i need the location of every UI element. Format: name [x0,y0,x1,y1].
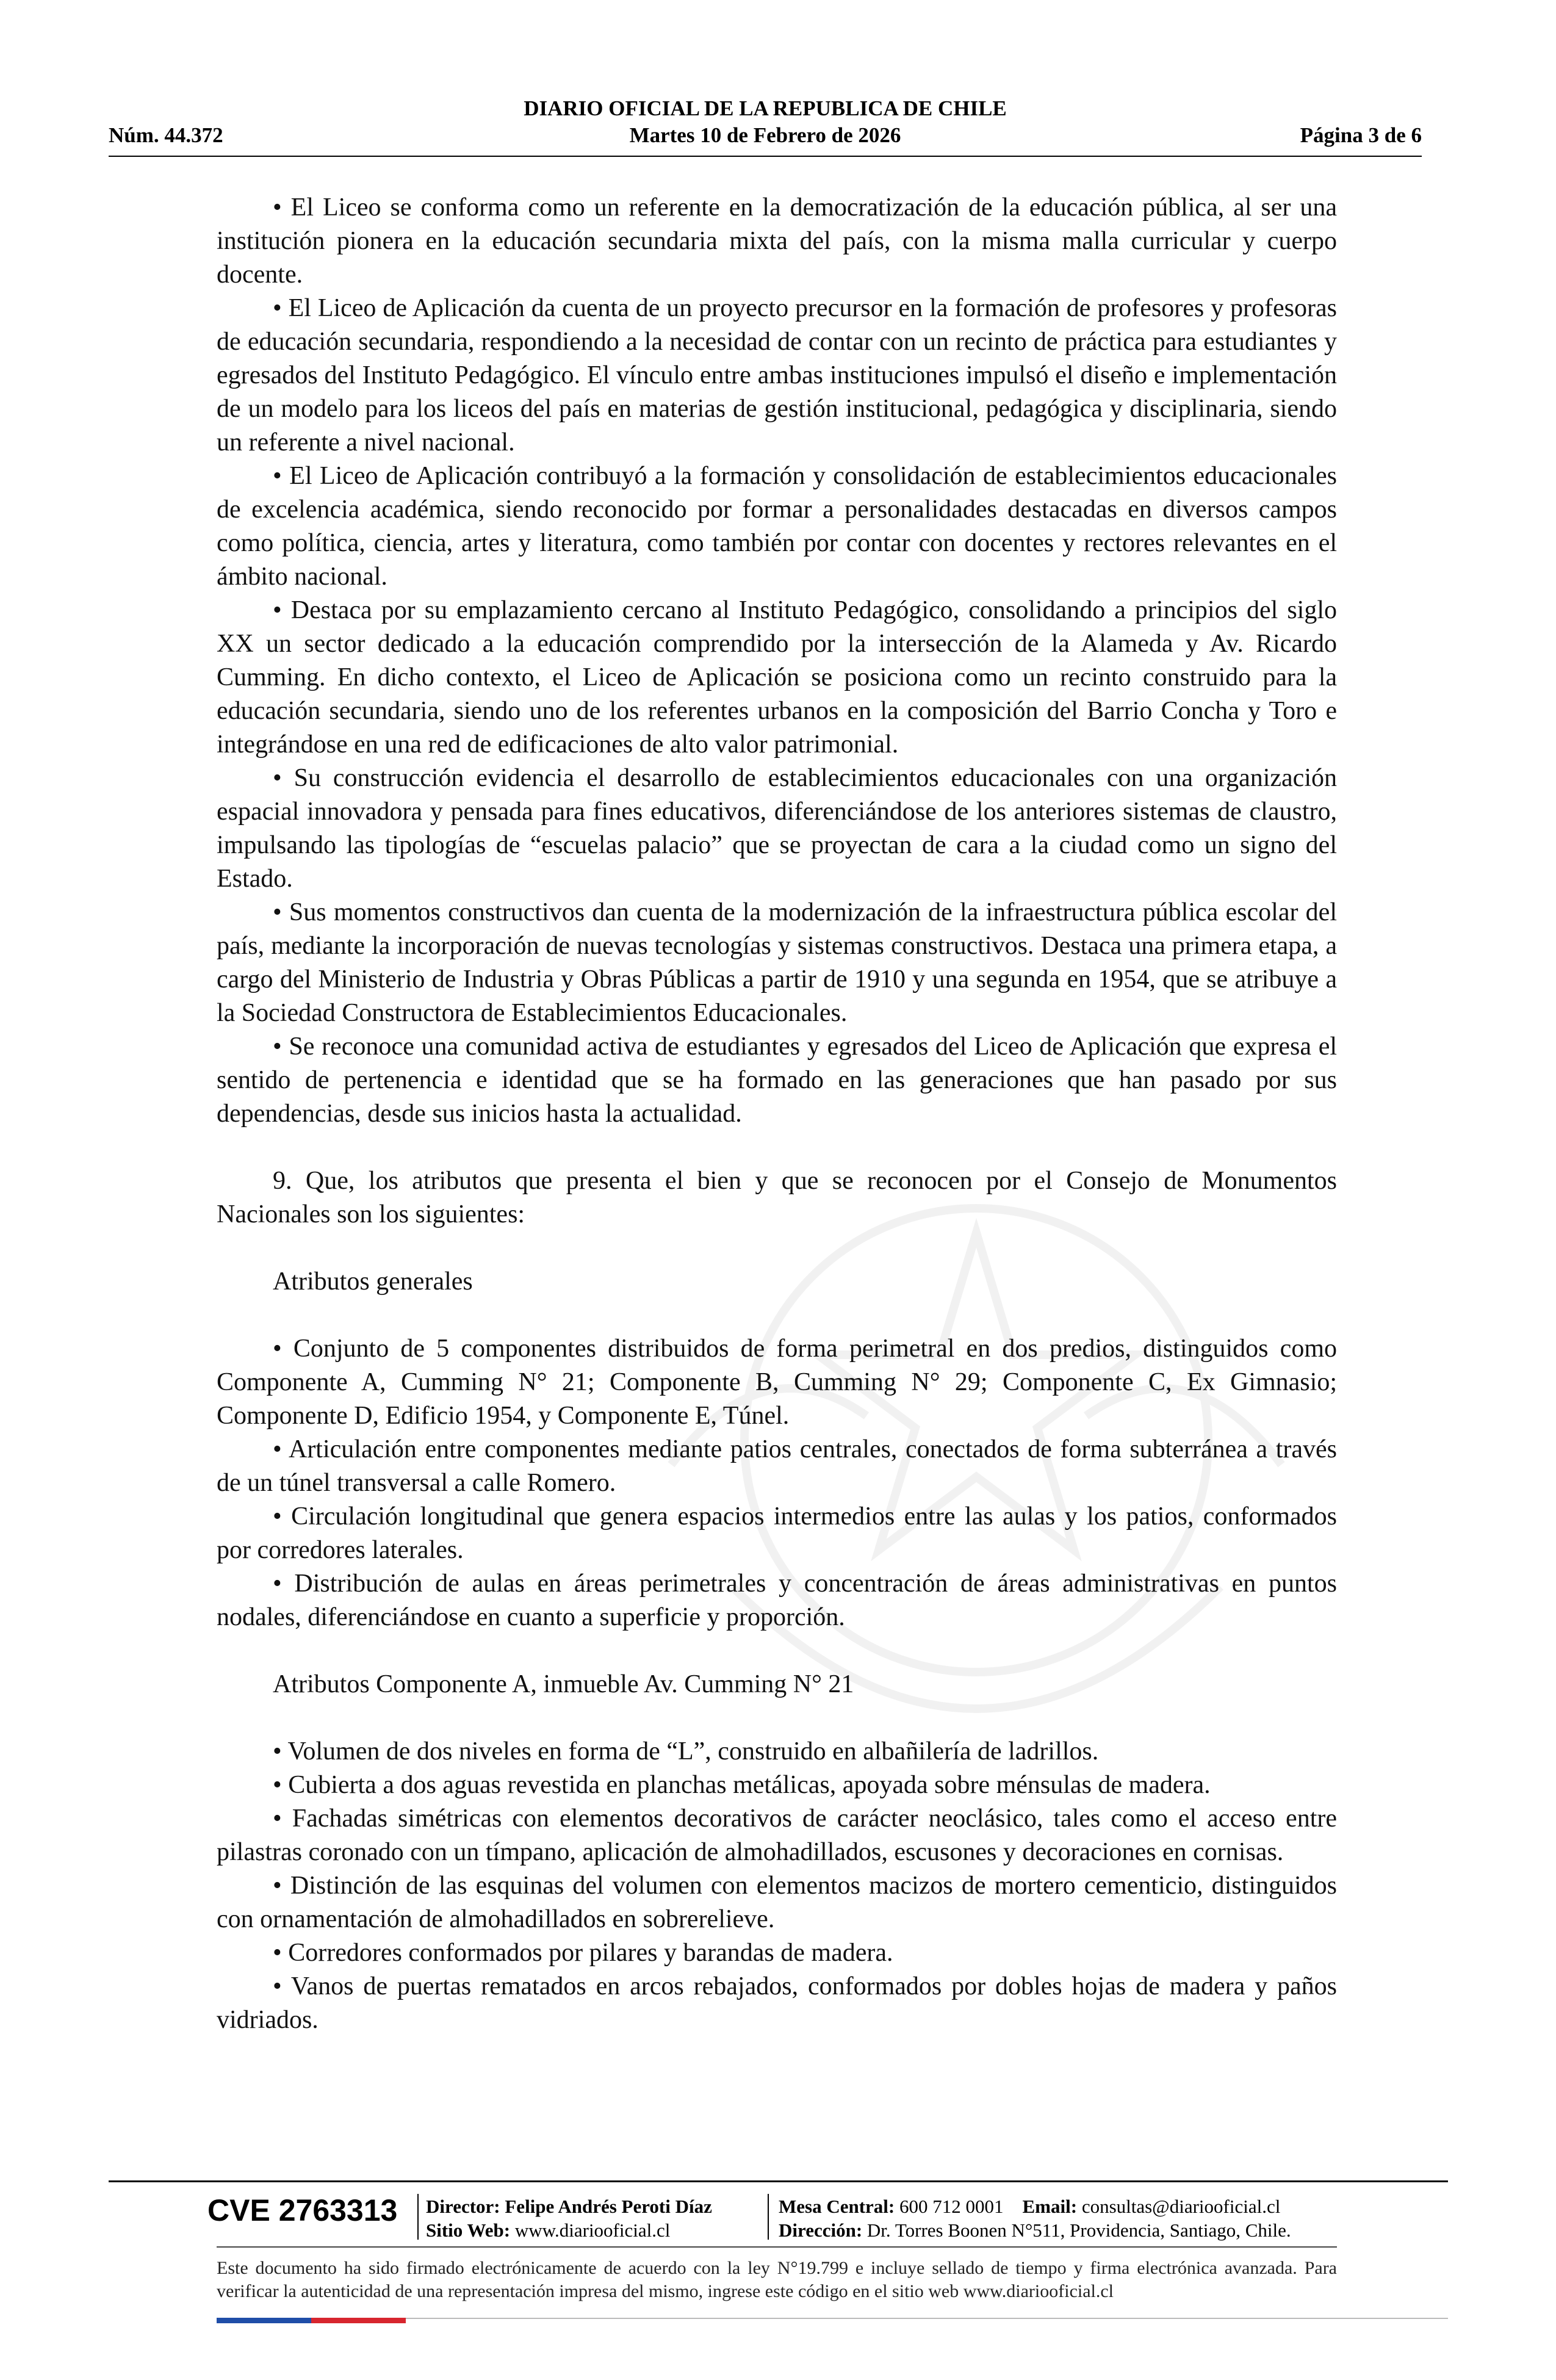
paragraph: • Articulación entre componentes mediante patios centrales, conectados de forma subterránea a través de un túnel transversal a calle Romero. [217,1435,1337,1497]
footer-contact-block [779,2194,1291,2242]
paragraph: • Vanos de puertas rematados en arcos rebajados, conformados por dobles hojas de madera y paños vidriados. [217,1972,1337,2034]
mesa-label: Mesa Central: [779,2196,895,2217]
gazette-title: DIARIO OFICIAL DE LA REPUBLICA DE CHILE [524,96,1007,120]
footer-divider [217,2246,1337,2248]
mesa-phone: 600 712 0001 [899,2196,1004,2217]
web-link[interactable]: www.diariooficial.cl [514,2220,671,2241]
paragraph: • Sus momentos constructivos dan cuenta de la modernización de la infraestructura pública escolar del país, mediante la incorporación de nuevas tecnologías y sistemas constructivos. Destaca una primera etapa, a cargo del Ministerio de Industria y Obras Públicas a partir de 1910 y una segunda en 1954, que se atribuye a la Sociedad Constructora de Establecimientos Educacionales. [217,898,1337,1027]
cve-code: CVE 2763313 [207,2193,398,2227]
paragraph: • Destaca por su emplazamiento cercano al Instituto Pedagógico, consolidando a principios del siglo XX un sector dedicado a la educación comprendido por la intersección de la Alameda y Av. Ricardo Cumming. En dicho contexto, el Liceo de Aplicación se posiciona como un recinto construido para la educación secundaria, siendo uno de los referentes urbanos en la composición del Barrio Concha y Toro e integrándose en una red de edificaciones de alto valor patrimonial. [217,596,1337,759]
footer-bottom-rule [406,2318,1448,2319]
paragraph: • Cubierta a dos aguas revestida en planchas metálicas, apoyada sobre ménsulas de madera. [273,1771,1211,1799]
page-header [109,92,1422,162]
footer-separator [417,2194,419,2240]
flag-blue-stripe [217,2318,311,2323]
document-body [217,191,1337,2037]
paragraph: • Distribución de aulas en áreas perimetrales y concentración de áreas administrativas en puntos nodales, diferenciándose en cuanto a superficie y proporción. [217,1570,1337,1631]
paragraph: • Se reconoce una comunidad activa de estudiantes y egresados del Liceo de Aplicación que expresa el sentido de pertenencia e identidad que se ha formado en las generaciones que han pasado por sus dependencias, desde sus inicios hasta la actualidad. [217,1033,1337,1128]
flag-stripe-icon [217,2315,406,2321]
flag-red-stripe [311,2318,406,2323]
issue-date: Martes 10 de Febrero de 2026 [629,123,901,147]
address-label: Dirección: [779,2220,863,2241]
section-heading: Atributos generales [273,1268,473,1296]
paragraph: • Volumen de dos niveles en forma de “L”, construido en albañilería de ladrillos. [273,1737,1099,1765]
director-name: Felipe Andrés Peroti Díaz [505,2196,712,2217]
paragraph: • Conjunto de 5 componentes distribuidos de forma perimetral en dos predios, distinguidos como Componente A, Cumming N° 21; Componente B, Cumming N° 29; Componente C, Ex Gimnasio; Componente D, Edificio 1954, y Componente E, Túnel. [217,1335,1337,1430]
paragraph: • Su construcción evidencia el desarrollo de establecimientos educacionales con una organización espacial innovadora y pensada para fines educativos, diferenciándose de los anteriores sistemas de claustro, impulsando las tipologías de “escuelas palacio” que se proyectan de cara a la ciudad como un signo del Estado. [217,764,1337,893]
footer-separator [768,2194,769,2240]
paragraph: 9. Que, los atributos que presenta el bien y que se reconocen por el Consejo de Monumentos Nacionales son los siguientes: [217,1167,1337,1228]
email-label: Email: [1022,2196,1078,2217]
paragraph: • El Liceo se conforma como un referente en la democratización de la educación pública, al ser una institución pionera en la educación secundaria mixta del país, con la misma malla curricular y cuerpo docente. [217,193,1337,289]
web-label: Sitio Web: [426,2220,511,2241]
issue-number: Núm. 44.372 [109,123,223,147]
paragraph: • El Liceo de Aplicación da cuenta de un proyecto precursor en la formación de profesores y profesoras de educación secundaria, respondiendo a la necesidad de contar con un recinto de práctica para estudiantes y egresados del Instituto Pedagógico. El vínculo entre ambas instituciones impulsó el diseño e implementación de un modelo para los liceos del país en materias de gestión institucional, pedagógica y disciplinaria, siendo un referente a nivel nacional. [217,294,1337,456]
legal-notice: Este documento ha sido firmado electrónicamente de acuerdo con la ley N°19.799 e incluye sellado de tiempo y firma electrónica avanzada. Para verificar la autenticidad de una representación impresa del mismo, ingrese este código en el sitio web www.diariooficial.cl [217,2258,1337,2301]
paragraph: • El Liceo de Aplicación contribuyó a la formación y consolidación de establecimientos educacionales de excelencia académica, siendo reconocido por formar a personalidades destacadas en diversos campos como política, ciencia, artes y literatura, como también por contar con docentes y rectores relevantes en el ámbito nacional. [217,462,1337,591]
director-label: Director: [426,2196,500,2217]
section-heading: Atributos Componente A, inmueble Av. Cumming N° 21 [273,1670,854,1698]
paragraph: • Circulación longitudinal que genera espacios intermedios entre las aulas y los patios, conformados por corredores laterales. [217,1502,1337,1564]
email-link[interactable]: consultas@diariooficial.cl [1081,2196,1281,2217]
footer-divider [109,2180,1448,2182]
footer-director-block [426,2194,712,2242]
paragraph: • Fachadas simétricas con elementos decorativos de carácter neoclásico, tales como el acceso entre pilastras coronado con un tímpano, aplicación de almohadillados, escusones y decoraciones en cornisas. [217,1805,1337,1866]
address-value: Dr. Torres Boonen N°511, Providencia, Santiago, Chile. [866,2220,1291,2241]
paragraph: • Corredores conformados por pilares y barandas de madera. [273,1939,893,1967]
header-divider [109,156,1422,157]
paragraph: • Distinción de las esquinas del volumen con elementos macizos de mortero cementicio, distinguidos con ornamentación de almohadillados en sobrerelieve. [217,1872,1337,1933]
page-indicator: Página 3 de 6 [1300,123,1422,147]
